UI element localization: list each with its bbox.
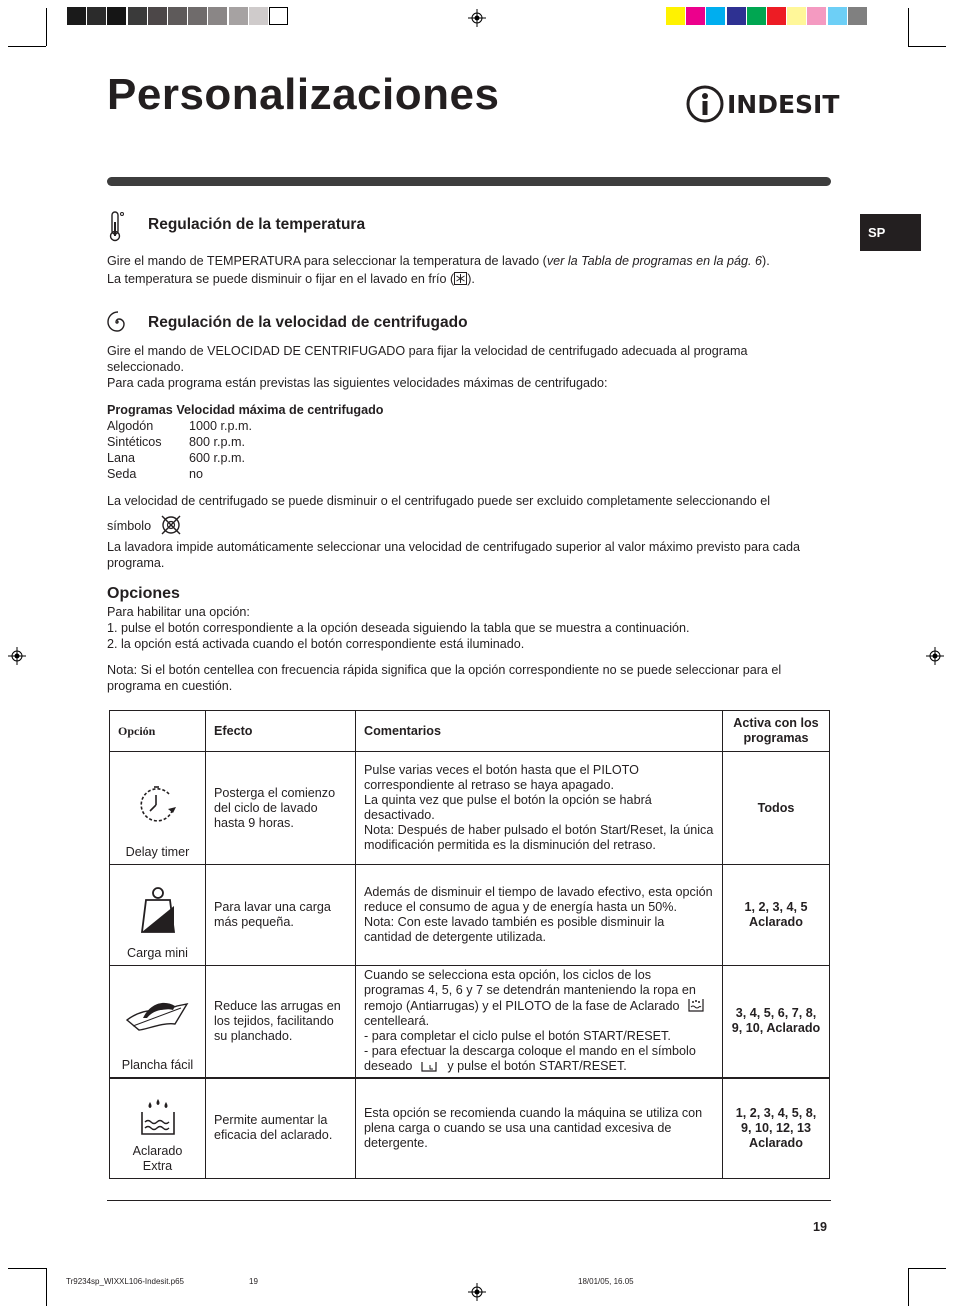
brand-logo	[686, 84, 840, 124]
page-number: 19	[813, 1220, 828, 1234]
language-tab: SP	[860, 214, 921, 251]
options-step-2: 2. la opción está activada cuando el botón correspondiente está iluminado.	[107, 637, 525, 651]
registration-mark-icon	[926, 647, 944, 665]
spin-speed: 600 r.p.m.	[189, 451, 246, 465]
temperature-line2: La temperatura se puede disminuir o fijar en el lavado en frío (	[107, 272, 455, 286]
crop-mark	[908, 1268, 946, 1269]
process-swatch	[706, 7, 725, 25]
spin-table-row	[107, 418, 507, 434]
option-name: Aclarado Extra	[132, 1144, 183, 1173]
spin-program: Seda	[107, 467, 137, 481]
comment-line: Pulse varias veces el botón hasta que el PILOTO correspondiente al retraso se haya apagado.	[364, 763, 639, 792]
programs-cell: 1, 2, 3, 4, 5 Aclarado	[723, 865, 830, 966]
spin-paragraph-1: Gire el mando de VELOCIDAD DE CENTRIFUGADO para fijar la velocidad de centrifugado adecuada al programa seleccionado.	[107, 344, 748, 374]
iron-icon	[125, 996, 191, 1034]
temperature-heading: Regulación de la temperatura	[148, 216, 366, 233]
snowflake-icon	[454, 272, 467, 285]
header-comments: Comentarios	[356, 711, 723, 752]
effect-cell: Posterga el comienzo del ciclo de lavado hasta 9 horas.	[206, 752, 356, 865]
gray-swatch	[87, 7, 106, 25]
spin-program: Algodón	[107, 419, 154, 433]
table-header-row	[110, 711, 830, 752]
temperature-line1: Gire el mando de TEMPERATURA para seleccionar la temperatura de lavado (	[107, 254, 547, 268]
footer-file: Tr9234sp_WIXXL106-Indesit.p65	[66, 1277, 184, 1286]
gray-swatch	[229, 7, 248, 25]
gray-swatch	[128, 7, 147, 25]
spin-paragraph-3: La velocidad de centrifugado se puede disminuir o el centrifugado puede ser excluido completamente seleccionando el	[107, 494, 770, 508]
options-table	[109, 710, 830, 1179]
spin-speed-table	[107, 402, 507, 482]
table-row	[110, 865, 830, 966]
comment-line: - para efectuar la descarga coloque el mando en el símbolo deseado	[364, 1044, 696, 1074]
comment-line: y pulse el botón START/RESET.	[447, 1059, 627, 1074]
effect-cell: Reduce las arrugas en los tejidos, facilitando su planchado.	[206, 966, 356, 1078]
registration-mark-icon	[468, 1283, 486, 1301]
spin-program: Sintéticos	[107, 435, 162, 449]
gray-swatch	[249, 7, 268, 25]
comments-cell	[356, 752, 723, 865]
footer-divider	[107, 1200, 831, 1201]
programs-cell: Todos	[723, 752, 830, 865]
crop-mark	[8, 46, 46, 47]
process-swatch	[767, 7, 786, 25]
spin-icon	[106, 311, 128, 333]
table-row	[110, 752, 830, 865]
gray-swatch	[168, 7, 187, 25]
temperature-text	[107, 253, 827, 287]
process-swatch	[666, 7, 685, 25]
comments-cell	[356, 966, 723, 1078]
comment-line: Nota: Después de haber pulsado el botón Start/Reset, la única modificación permitida es la disminución del retraso.	[364, 823, 714, 852]
comment-line: Además de disminuir el tiempo de lavado efectivo, esta opción reduce el consumo de agua y de energía hasta un 50%.	[364, 885, 713, 914]
comment-line: - para completar el ciclo pulse el botón START/RESET.	[364, 1029, 671, 1044]
header-programs: Activa con los programas	[723, 711, 830, 752]
options-step-1: 1. pulse el botón correspondiente a la opción deseada siguiendo la tabla que se muestra a continuación.	[107, 621, 690, 635]
process-swatch	[807, 7, 826, 25]
registration-mark-icon	[8, 647, 26, 665]
effect-cell: Para lavar una carga más pequeña.	[206, 865, 356, 966]
indesit-logo-icon	[686, 84, 726, 124]
table-row	[110, 966, 830, 1078]
programs-cell: 3, 4, 5, 6, 7, 8, 9, 10, Aclarado	[723, 966, 830, 1078]
process-swatch	[747, 7, 766, 25]
spin-table-header-speed: Velocidad máxima de centrifugado	[176, 403, 384, 417]
weight-icon	[138, 886, 178, 936]
spin-paragraph-2: Para cada programa están previstas las siguientes velocidades máximas de centrifugado:	[107, 376, 608, 390]
header-effect: Efecto	[206, 711, 356, 752]
header-option: Opción	[110, 711, 206, 752]
comment-line: Nota: Con este lavado también es posible disminuir la cantidad de detergente utilizada.	[364, 915, 665, 944]
crop-mark	[908, 8, 909, 46]
programs-cell: 1, 2, 3, 4, 5, 8, 9, 10, 12, 13 Aclarado	[723, 1078, 830, 1179]
option-name: Carga mini	[127, 946, 188, 960]
footer-page: 19	[249, 1277, 258, 1286]
options-note: Nota: Si el botón centellea con frecuencia rápida significa que la opción correspondiente no se puede seleccionar para el programa en cuestión.	[107, 663, 782, 693]
temperature-reference: ver la Tabla de programas en la pág. 6	[546, 254, 762, 268]
effect-cell: Permite aumentar la eficacia del aclarado.	[206, 1078, 356, 1179]
spin-program: Lana	[107, 451, 136, 465]
gray-swatch	[208, 7, 227, 25]
gray-swatch	[67, 7, 86, 25]
option-cell	[110, 865, 206, 966]
crop-mark	[908, 1268, 909, 1306]
comment-line: Cuando se selecciona esta opción, los ciclos de los programas 4, 5, 6 y 7 se detendrán manteniendo la ropa en remojo (Antiarrugas) y el PILOTO de la fase de Aclarado	[364, 968, 696, 1014]
spin-heading: Regulación de la velocidad de centrifugado	[148, 314, 468, 331]
spin-table-row	[107, 466, 507, 482]
comment-line: Esta opción se recomienda cuando la máquina se utiliza con plena carga o cuando se usa una cantidad excesiva de detergente.	[364, 1105, 703, 1150]
crop-mark	[908, 46, 946, 47]
gray-swatch	[188, 7, 207, 25]
options-intro: Para habilitar una opción:	[107, 605, 250, 619]
spin-paragraph-4: La lavadora impide automáticamente seleccionar una velocidad de centrifugado superior al valor máximo previsto para cada programa.	[107, 540, 801, 570]
comment-line: La quinta vez que pulse el botón la opción se habrá desactivado.	[364, 793, 652, 822]
spin-symbol-line	[107, 514, 827, 536]
option-cell	[110, 752, 206, 865]
option-name: Delay timer	[125, 845, 190, 859]
option-name: Plancha fácil	[121, 1057, 194, 1072]
temperature-line2-end: ).	[467, 272, 475, 286]
drain-symbol-icon	[420, 1061, 438, 1073]
spin-symbol-label: símbolo	[107, 519, 152, 533]
delay-timer-icon	[134, 783, 182, 827]
comment-line: centelleará.	[364, 1014, 430, 1029]
thermometer-icon	[107, 210, 125, 242]
header-divider	[107, 177, 831, 186]
process-swatch	[848, 7, 867, 25]
option-cell	[110, 966, 206, 1078]
spin-table-row	[107, 450, 507, 466]
gray-swatch	[148, 7, 167, 25]
spin-table-header-program: Programas	[107, 403, 173, 417]
spin-speed: 1000 r.p.m.	[189, 419, 253, 433]
extra-rinse-icon	[138, 1098, 178, 1136]
registration-mark-icon	[468, 9, 486, 27]
process-swatch	[727, 7, 746, 25]
page-title: Personalizaciones	[107, 70, 500, 119]
comments-cell	[356, 1078, 723, 1179]
option-cell	[110, 1078, 206, 1179]
options-heading: Opciones	[107, 585, 180, 602]
gray-swatch	[107, 7, 126, 25]
crop-mark	[46, 1268, 47, 1306]
spin-speed: no	[189, 467, 204, 481]
spin-table-row	[107, 434, 507, 450]
process-swatch	[828, 7, 847, 25]
table-row	[110, 1078, 830, 1179]
process-swatch	[787, 7, 806, 25]
gray-swatch	[269, 7, 288, 25]
crop-mark	[8, 1268, 46, 1269]
rinse-symbol-icon	[687, 998, 705, 1013]
footer-date: 18/01/05, 16.05	[578, 1277, 634, 1286]
crop-mark	[46, 8, 47, 46]
no-spin-icon	[159, 514, 183, 536]
comments-cell	[356, 865, 723, 966]
brand-name: INDESIT	[727, 90, 840, 119]
process-swatch	[686, 7, 705, 25]
temperature-line1-end: ).	[762, 254, 770, 268]
spin-speed: 800 r.p.m.	[189, 435, 246, 449]
